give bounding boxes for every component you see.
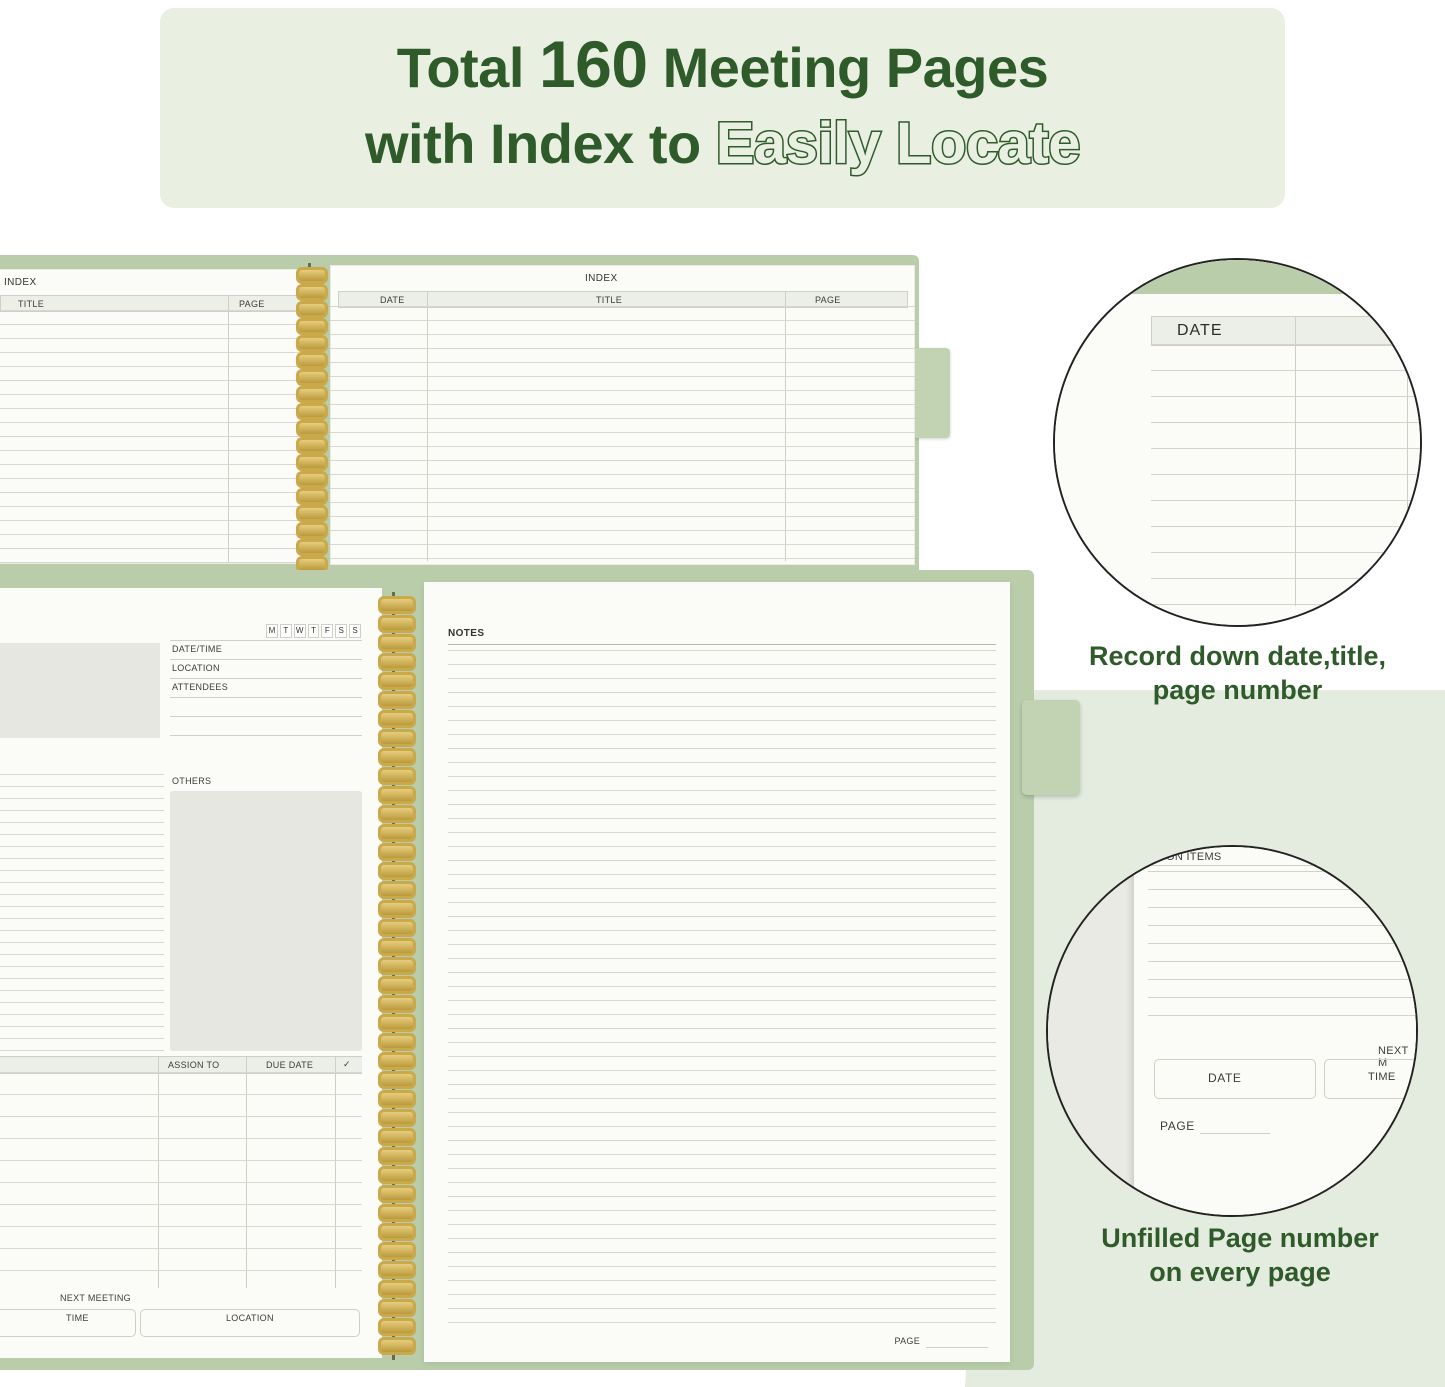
rule-line	[1148, 871, 1418, 872]
rule-line	[0, 966, 164, 967]
rule-line	[330, 390, 915, 391]
spiral-ring	[1091, 480, 1133, 495]
rule-line	[448, 678, 996, 679]
meeting-fields	[170, 640, 362, 736]
rule-line	[0, 1138, 362, 1139]
rule-line	[1151, 604, 1422, 605]
rule-line	[330, 348, 915, 349]
meeting-notebook-spread	[0, 570, 1050, 1370]
rule-line	[448, 1294, 996, 1295]
spiral-ring	[296, 505, 328, 522]
rule-line	[0, 436, 308, 437]
rule-line	[448, 720, 996, 721]
index-right-title: INDEX	[585, 273, 618, 284]
zoom2-page-label: PAGE	[1160, 1119, 1195, 1133]
rule-line	[1148, 1015, 1418, 1016]
rule-line	[330, 558, 915, 559]
zoom-spiral-binding	[1091, 300, 1137, 600]
rule-line	[448, 1070, 996, 1071]
spiral-binding-bottom	[378, 592, 414, 1360]
rule-line	[448, 1266, 996, 1267]
rule-line	[330, 320, 915, 321]
rule-line	[448, 692, 996, 693]
rule-line	[0, 1226, 362, 1227]
rule-line	[0, 942, 164, 943]
rule-line	[1148, 979, 1418, 980]
spiral-ring	[378, 786, 416, 804]
spiral-ring	[378, 1166, 416, 1184]
zoom2-next-meeting-label: NEXT M	[1378, 1045, 1409, 1069]
rule-line	[0, 394, 308, 395]
spiral-ring	[378, 919, 416, 937]
rule-line	[448, 1112, 996, 1113]
rule-line	[0, 870, 164, 871]
rule-line	[0, 990, 164, 991]
spiral-ring	[1091, 450, 1133, 465]
next-meeting-time-label: TIME	[66, 1313, 89, 1323]
rule-line	[448, 804, 996, 805]
spiral-ring	[378, 710, 416, 728]
spiral-ring	[378, 615, 416, 633]
left-notes-rules-wrap	[0, 768, 164, 1058]
spiral-ring	[1091, 375, 1133, 390]
field-label-datetime: DATE/TIME	[172, 644, 223, 654]
rule-line	[1151, 344, 1422, 345]
rule-line	[0, 846, 164, 847]
rule-line	[330, 306, 915, 307]
rule-line	[330, 446, 915, 447]
rule-line	[0, 906, 164, 907]
action-col-due: DUE DATE	[266, 1060, 314, 1070]
spiral-ring	[378, 900, 416, 918]
index-left-col-title: TITLE	[18, 299, 45, 309]
spiral-ring	[296, 522, 328, 539]
rule-line	[330, 502, 915, 503]
spiral-ring	[378, 1185, 416, 1203]
rule-line	[0, 534, 308, 535]
callout-page-number	[1035, 1222, 1445, 1290]
rule-line	[448, 888, 996, 889]
spiral-ring	[378, 938, 416, 956]
rule-line	[448, 1084, 996, 1085]
next-meeting-location-label: LOCATION	[226, 1313, 274, 1323]
spiral-ring	[378, 1090, 416, 1108]
rule-line	[448, 1322, 996, 1323]
elastic-closure-bottom	[1022, 700, 1080, 795]
rule-line	[330, 460, 915, 461]
rule-line	[0, 450, 308, 451]
rule-line	[0, 1072, 362, 1073]
zoom2-time-label: TIME	[1368, 1071, 1396, 1083]
spiral-ring	[378, 1223, 416, 1241]
notes-label: NOTES	[448, 628, 485, 639]
index-left-rules	[0, 269, 308, 564]
spiral-ring	[378, 1033, 416, 1051]
spiral-ring	[378, 1109, 416, 1127]
spiral-ring	[378, 1147, 416, 1165]
spiral-ring	[1091, 315, 1133, 330]
field-label-location: LOCATION	[172, 663, 220, 673]
title-block	[0, 643, 160, 738]
spiral-ring	[296, 420, 328, 437]
rule-line	[1148, 907, 1418, 908]
spiral-ring	[378, 1071, 416, 1089]
rule-line	[0, 422, 308, 423]
rule-line	[0, 1014, 164, 1015]
rule-line	[330, 334, 915, 335]
rule-line	[0, 1038, 164, 1039]
rule-line	[0, 894, 164, 895]
index-right-rules	[330, 265, 915, 565]
rule-line	[448, 1014, 996, 1015]
rule-line	[448, 986, 996, 987]
rule-line	[448, 1098, 996, 1099]
spiral-ring	[1091, 330, 1133, 345]
rule-line	[0, 1182, 362, 1183]
others-label: OTHERS	[172, 776, 212, 786]
index-right-col-page: PAGE	[815, 295, 841, 305]
spiral-ring	[1091, 300, 1133, 315]
rule-line	[448, 944, 996, 945]
rule-line	[448, 776, 996, 777]
rule-line	[448, 818, 996, 819]
rule-line	[0, 1116, 362, 1117]
index-left-col-page: PAGE	[239, 299, 265, 309]
spiral-ring	[378, 748, 416, 766]
action-col-assign: ASSION TO	[168, 1060, 220, 1070]
rule-line	[0, 548, 308, 549]
rule-line	[448, 762, 996, 763]
rule-line	[0, 338, 308, 339]
callout-date-title-page	[1040, 640, 1435, 708]
rule-line	[0, 1270, 362, 1271]
spiral-ring	[378, 672, 416, 690]
rule-line	[448, 1154, 996, 1155]
spiral-ring	[296, 267, 328, 284]
rule-line	[0, 822, 164, 823]
others-box	[170, 791, 362, 1051]
callout-1-line1: Record down date,title,	[1088, 641, 1387, 671]
spiral-ring	[1091, 405, 1133, 420]
spiral-ring	[378, 1280, 416, 1298]
rule-line	[448, 1028, 996, 1029]
rule-line	[448, 1042, 996, 1043]
callout-2-line1: Unfilled Page number	[1101, 1223, 1379, 1253]
spiral-ring	[378, 881, 416, 899]
spiral-ring	[378, 1261, 416, 1279]
rule-line	[0, 882, 164, 883]
headline-highlight: Easily Locate	[715, 110, 1080, 176]
spiral-ring	[378, 1204, 416, 1222]
rule-line	[0, 858, 164, 859]
rule-line	[0, 352, 308, 353]
spiral-ring	[378, 843, 416, 861]
rule-line	[448, 874, 996, 875]
field-label-attendees: ATTENDEES	[172, 682, 229, 692]
rule-line	[448, 1000, 996, 1001]
rule-line	[448, 1210, 996, 1211]
rule-line	[330, 516, 915, 517]
rule-line	[0, 1002, 164, 1003]
rule-line	[1151, 552, 1422, 553]
notes-rules-wrap	[448, 650, 996, 1340]
rule-line	[1148, 961, 1418, 962]
spiral-ring	[378, 1014, 416, 1032]
rule-line	[0, 786, 164, 787]
rule-line	[448, 832, 996, 833]
rule-line	[448, 1224, 996, 1225]
spiral-ring	[296, 369, 328, 386]
spiral-ring	[296, 386, 328, 403]
page-title	[160, 26, 1285, 178]
rule-line	[0, 810, 164, 811]
rule-line	[330, 404, 915, 405]
rule-line	[1151, 578, 1422, 579]
spiral-binding-top	[296, 263, 326, 568]
spiral-ring	[378, 767, 416, 785]
spiral-ring	[296, 471, 328, 488]
rule-line	[0, 1160, 362, 1161]
index-right-page	[330, 265, 915, 565]
spiral-ring	[296, 539, 328, 556]
headline-prefix: Total	[396, 36, 539, 99]
weekday-strip	[266, 624, 361, 638]
spiral-ring	[296, 403, 328, 420]
rule-line	[448, 1182, 996, 1183]
rule-line	[0, 492, 308, 493]
rule-line	[0, 798, 164, 799]
rule-line	[0, 464, 308, 465]
rule-line	[448, 860, 996, 861]
weekday-initial-5[interactable]: S	[335, 624, 347, 638]
spiral-ring	[378, 805, 416, 823]
meeting-left-page	[0, 588, 382, 1358]
spiral-ring	[296, 284, 328, 301]
spiral-ring	[296, 437, 328, 454]
rule-line	[0, 520, 308, 521]
rule-line	[0, 954, 164, 955]
zoom-date-label: DATE	[1177, 322, 1223, 339]
rule-line	[448, 1308, 996, 1309]
rule-line	[0, 930, 164, 931]
rule-line	[448, 902, 996, 903]
spiral-ring	[378, 824, 416, 842]
rule-line	[330, 530, 915, 531]
rule-line	[0, 380, 308, 381]
spiral-ring	[378, 862, 416, 880]
rule-line	[1151, 474, 1422, 475]
spiral-ring	[378, 596, 416, 614]
rule-line	[330, 474, 915, 475]
spiral-ring	[378, 957, 416, 975]
rule-line	[0, 478, 308, 479]
rule-line	[330, 418, 915, 419]
rule-line	[1148, 997, 1418, 998]
spiral-ring	[378, 691, 416, 709]
rule-line	[0, 408, 308, 409]
rule-line	[0, 1094, 362, 1095]
rule-line	[1151, 370, 1422, 371]
spiral-ring	[378, 1128, 416, 1146]
weekday-initial-6[interactable]: S	[349, 624, 361, 638]
headline-number: 160	[538, 27, 648, 101]
rule-line	[1151, 448, 1422, 449]
spiral-ring	[378, 1242, 416, 1260]
rule-line	[330, 362, 915, 363]
rule-line	[448, 1126, 996, 1127]
rule-line	[448, 748, 996, 749]
rule-line	[448, 706, 996, 707]
rule-line	[0, 1026, 164, 1027]
spiral-ring	[296, 352, 328, 369]
spiral-ring	[378, 1299, 416, 1317]
rule-line	[1148, 943, 1418, 944]
spiral-ring	[378, 653, 416, 671]
action-items-table	[0, 1056, 362, 1288]
rule-line	[0, 562, 308, 563]
rule-line	[448, 790, 996, 791]
rule-line	[0, 324, 308, 325]
rule-line	[448, 1056, 996, 1057]
spiral-ring	[378, 1052, 416, 1070]
rule-line	[448, 930, 996, 931]
spiral-ring	[296, 301, 328, 318]
zoom-circle-date-title-page	[1053, 258, 1422, 627]
spiral-ring	[378, 1337, 416, 1355]
rule-line	[448, 734, 996, 735]
rule-line	[1148, 925, 1418, 926]
meeting-right-page	[424, 582, 1010, 1362]
spiral-ring	[296, 488, 328, 505]
spiral-ring	[1091, 420, 1133, 435]
spiral-ring	[378, 1318, 416, 1336]
weekday-initial-3[interactable]: T	[308, 624, 320, 638]
index-notebook-spread	[0, 255, 945, 575]
rule-line	[448, 1140, 996, 1141]
next-meeting-block	[0, 1293, 362, 1353]
rule-line	[1148, 889, 1418, 890]
rule-line	[448, 1252, 996, 1253]
index-left-page	[0, 269, 308, 564]
rule-line	[330, 544, 915, 545]
rule-line	[0, 506, 308, 507]
rule-line	[1151, 500, 1422, 501]
next-meeting-label: NEXT MEETING	[60, 1293, 131, 1303]
spiral-ring	[1091, 435, 1133, 450]
weekday-initial-1[interactable]: T	[280, 624, 292, 638]
rule-line	[0, 1050, 164, 1051]
rule-line	[448, 958, 996, 959]
rule-line	[448, 1196, 996, 1197]
zoom2-date-label: DATE	[1208, 1071, 1242, 1085]
spiral-ring	[296, 318, 328, 335]
rule-line	[448, 1280, 996, 1281]
rule-line	[1151, 396, 1422, 397]
headline-suffix: Meeting Pages	[647, 36, 1049, 99]
rule-line	[0, 834, 164, 835]
rule-line	[0, 366, 308, 367]
spiral-ring	[1091, 360, 1133, 375]
spiral-ring	[1091, 345, 1133, 360]
weekday-initial-2[interactable]: W	[294, 624, 306, 638]
rule-line	[448, 846, 996, 847]
zoom2-action-items-label: ON ITEMS	[1166, 851, 1222, 863]
rule-line	[0, 310, 308, 311]
rule-line	[448, 916, 996, 917]
headline-line2-prefix: with Index to	[364, 111, 716, 175]
rule-line	[1151, 526, 1422, 527]
rule-line	[0, 774, 164, 775]
rule-line	[0, 918, 164, 919]
index-left-title: INDEX	[4, 277, 37, 288]
rule-line	[448, 650, 996, 651]
page-number-label: PAGE	[894, 1336, 920, 1346]
index-right-col-title: TITLE	[596, 295, 623, 305]
rule-line	[0, 1204, 362, 1205]
rule-line	[1151, 422, 1422, 423]
spiral-ring	[1091, 465, 1133, 480]
rule-line	[448, 664, 996, 665]
zoom-circle-page-number	[1046, 845, 1418, 1217]
rule-line	[330, 432, 915, 433]
spiral-ring	[378, 729, 416, 747]
callout-2-line2: on every page	[1149, 1256, 1331, 1287]
rule-line	[448, 972, 996, 973]
spiral-ring	[1091, 390, 1133, 405]
rule-line	[330, 488, 915, 489]
rule-line	[448, 1238, 996, 1239]
spiral-ring	[296, 335, 328, 352]
rule-line	[330, 376, 915, 377]
index-right-col-date: DATE	[380, 295, 405, 305]
callout-1-line2: page number	[1152, 674, 1323, 705]
spiral-ring	[296, 454, 328, 471]
rule-line	[448, 1168, 996, 1169]
spiral-ring	[378, 995, 416, 1013]
rule-line	[0, 978, 164, 979]
weekday-initial-4[interactable]: F	[321, 624, 333, 638]
rule-line	[0, 1248, 362, 1249]
weekday-initial-0[interactable]: M	[266, 624, 278, 638]
spiral-ring	[378, 976, 416, 994]
action-col-check: ✓	[343, 1059, 351, 1069]
spiral-ring	[378, 634, 416, 652]
